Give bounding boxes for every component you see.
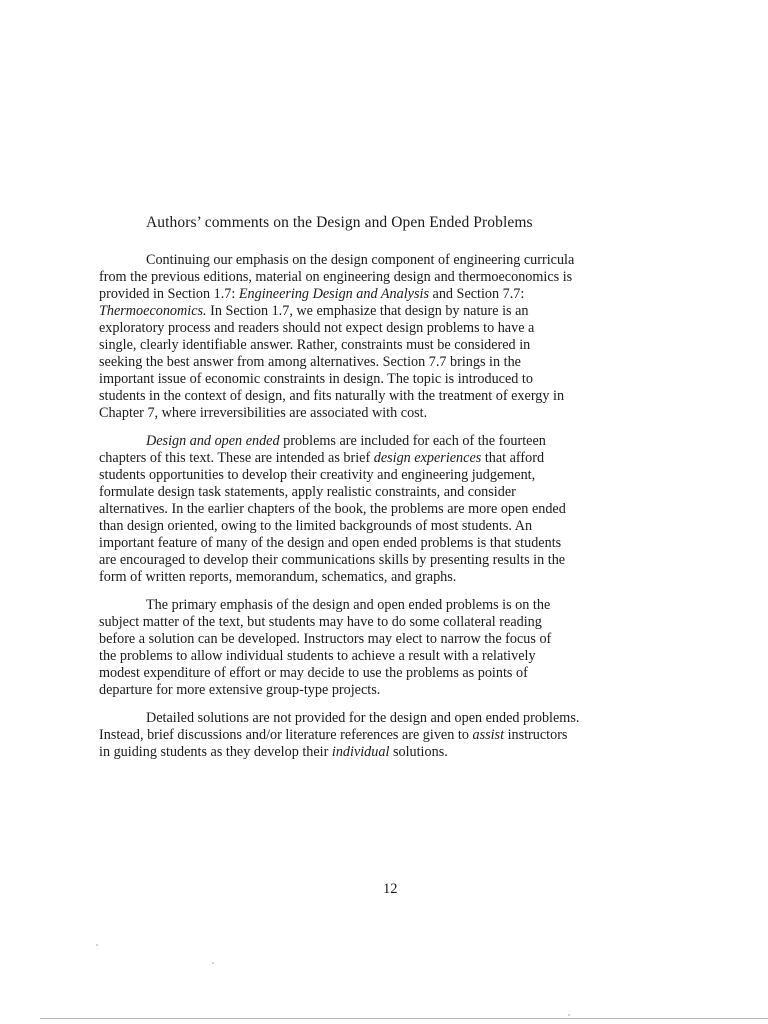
- page-number: 12: [383, 881, 398, 897]
- text-run: important feature of many of the design and open ended problems is that students: [99, 535, 562, 552]
- text-line: [99, 552, 689, 569]
- text-run: subject matter of the text, but students may have to do some collateral reading: [99, 614, 542, 631]
- italic-text: individual: [331, 744, 390, 761]
- text-run: provided in Section 1.7:: [99, 286, 239, 303]
- text-run: from the previous editions, material on engineering design and thermoeconomics is: [99, 269, 573, 286]
- scan-edge-line: [40, 1018, 768, 1019]
- text-line: [99, 484, 689, 501]
- text-run: in guiding students as they develop their: [99, 744, 332, 761]
- text-run: Instead, brief discussions and/or literature references are given to: [99, 727, 473, 744]
- text-run: departure for more extensive group-type projects.: [99, 682, 381, 699]
- text-line: [99, 569, 689, 586]
- italic-text: Engineering Design and Analysis: [238, 286, 429, 303]
- text-run: solutions.: [389, 744, 448, 761]
- text-line: [99, 535, 689, 552]
- text-line: [99, 501, 689, 518]
- text-run: instructors: [504, 727, 568, 744]
- text-run: modest expenditure of effort or may decide to use the problems as points of: [99, 665, 528, 682]
- paragraph-detailed-solutions: [99, 710, 689, 761]
- scan-speck: [568, 1014, 570, 1016]
- text-run: problems are included for each of the fourteen: [279, 433, 546, 449]
- text-run: than design oriented, owing to the limited backgrounds of most students. An: [99, 518, 533, 535]
- text-run: students in the context of design, and fits naturally with the treatment of exergy in: [99, 388, 565, 405]
- text-line: [99, 354, 689, 371]
- text-line: [99, 665, 689, 682]
- text-run: exploratory process and readers should not expect design problems to have a: [99, 320, 535, 337]
- scan-speck: [212, 962, 214, 964]
- text-run: Chapter 7, where irreversibilities are associated with cost.: [99, 405, 428, 422]
- paragraph-design-emphasis: [99, 252, 689, 422]
- text-run: and Section 7.7:: [428, 286, 525, 303]
- text-run: In Section 1.7, we emphasize that design by nature is an: [206, 303, 529, 320]
- text-line: [99, 467, 689, 484]
- text-line: [99, 405, 689, 422]
- text-line: [99, 597, 689, 614]
- text-line: [99, 614, 689, 631]
- text-line: [99, 388, 689, 405]
- italic-text: design experiences: [373, 450, 482, 467]
- text-run: formulate design task statements, apply realistic constraints, and consider: [99, 484, 516, 501]
- text-line: [99, 682, 689, 699]
- text-run: are encouraged to develop their communications skills by presenting results in the: [99, 552, 566, 569]
- italic-text: Design and open ended: [146, 433, 280, 449]
- text-run: Detailed solutions are not provided for the design and open ended problems.: [146, 710, 580, 726]
- text-line: [99, 303, 689, 320]
- text-run: important issue of economic constraints in design. The topic is introduced to: [99, 371, 533, 388]
- text-line: [99, 450, 689, 467]
- text-run: chapters of this text. These are intended as brief: [99, 450, 374, 467]
- text-line: [99, 710, 689, 727]
- text-line: [99, 252, 689, 269]
- italic-text: assist: [472, 727, 505, 744]
- section-heading: Authors’ comments on the Design and Open Ended Problems: [146, 214, 533, 231]
- text-line: [99, 371, 689, 388]
- scan-speck: [96, 944, 98, 946]
- paragraph-primary-emphasis: [99, 597, 689, 699]
- paragraph-open-ended-problems: [99, 433, 689, 586]
- text-run: before a solution can be developed. Instructors may elect to narrow the focus of: [99, 631, 552, 648]
- text-run: form of written reports, memorandum, schematics, and graphs.: [99, 569, 457, 586]
- text-line: [99, 286, 689, 303]
- text-run: alternatives. In the earlier chapters of the book, the problems are more open ended: [99, 501, 566, 518]
- text-line: [99, 337, 689, 354]
- text-run: that afford: [481, 450, 545, 467]
- text-line: [99, 727, 689, 744]
- text-line: [99, 269, 689, 286]
- text-line: [99, 744, 689, 761]
- text-line: [99, 518, 689, 535]
- text-run: the problems to allow individual students to achieve a result with a relatively: [99, 648, 536, 665]
- text-run: Continuing our emphasis on the design component of engineering curricula: [146, 252, 575, 268]
- text-run: seeking the best answer from among alternatives. Section 7.7 brings in the: [99, 354, 521, 371]
- italic-text: Thermoeconomics.: [99, 303, 207, 320]
- text-run: single, clearly identifiable answer. Rather, constraints must be considered in: [99, 337, 531, 354]
- text-line: [99, 648, 689, 665]
- text-run: students opportunities to develop their creativity and engineering judgement,: [99, 467, 536, 484]
- text-line: [99, 320, 689, 337]
- text-run: The primary emphasis of the design and open ended problems is on the: [146, 597, 551, 613]
- text-line: [99, 631, 689, 648]
- text-line: [99, 433, 689, 450]
